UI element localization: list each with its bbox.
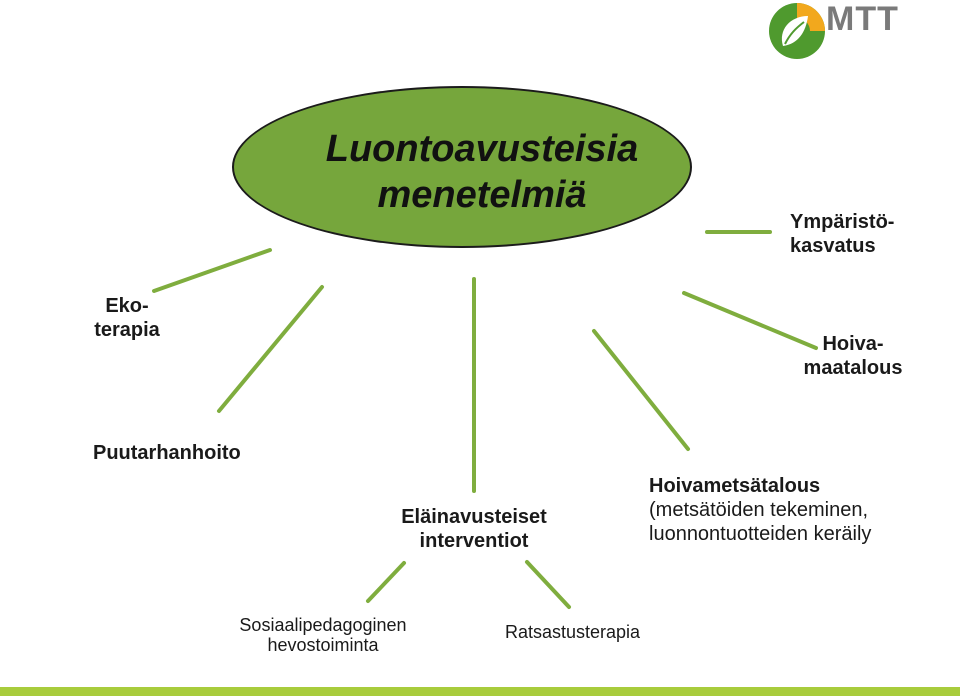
label-ratsastusterapia: Ratsastusterapia xyxy=(505,622,641,642)
label-ymparistokasvatus: Ympäristö- kasvatus xyxy=(790,211,895,257)
label-hoivametsatalous: Hoivametsätalous (metsätöiden tekeminen, luonnontuotteiden keräily xyxy=(649,475,872,545)
bottom-accent-bar xyxy=(0,687,960,696)
connector-line-eko xyxy=(154,250,270,291)
label-hoivamaatalous: Hoiva- maatalous xyxy=(803,333,903,379)
label-elainavusteiset: Eläinavusteiset interventiot xyxy=(401,506,547,552)
label-ekoterapia: Eko- terapia xyxy=(94,295,160,341)
title-line-1: Luontoavusteisia xyxy=(325,128,639,170)
connector-line-ratsastus xyxy=(527,562,569,607)
logo-text: MTT xyxy=(826,0,899,38)
connector-line-sosiaali xyxy=(368,563,404,601)
title-line-2: menetelmiä xyxy=(377,174,587,216)
connector-line-hoivametsa xyxy=(594,331,688,449)
label-sosiaalipedagoginen: Sosiaalipedagoginen hevostoiminta xyxy=(239,615,407,655)
label-puutarhanhoito: Puutarhanhoito xyxy=(93,442,241,464)
diagram-title xyxy=(232,126,732,218)
connector-line-puutarha xyxy=(219,287,322,411)
